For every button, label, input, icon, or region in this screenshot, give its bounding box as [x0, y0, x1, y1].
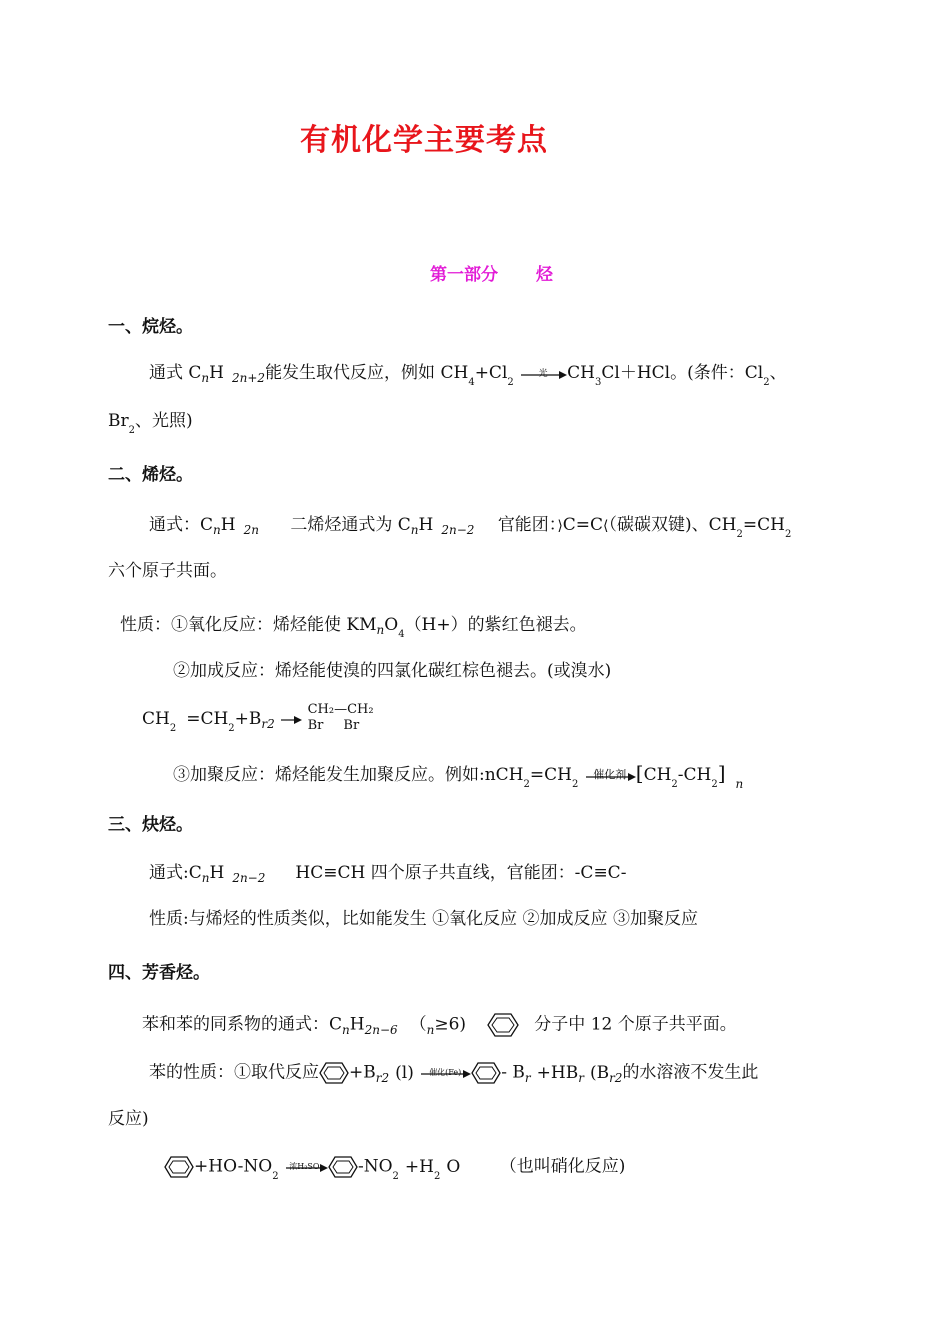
alkene-polymerization-line: ③加聚反应：烯烃能发生加聚反应。例如$:nCH_2=CH_2$ 催化剂 $[CH_2-CH_2]$ $_n$ — [173, 761, 744, 791]
reaction-arrow: 光 — [519, 367, 567, 381]
alkene-addition-equation: $CH_2 =CH_2+B_{r2}$ CH₂—CH₂ Br Br — [142, 702, 374, 734]
alkyne-formula-line: 通式$:C_nH$ $_{2n-2}$ HC≡CH 四个原子共直线，官能团：-C≡C- — [149, 863, 627, 885]
section-aromatic-heading: 四、芳香烃。 — [108, 963, 210, 983]
benzene-ring-icon — [319, 1061, 349, 1085]
alkene-oxidation-line: 性质：①氧化反应：烯烃能使 $KM_nO_4(H+)$的紫红色褪去。 — [120, 615, 587, 640]
benzene-substitution-line-end: 反应) — [108, 1109, 149, 1129]
part-name: 烃 — [535, 265, 553, 285]
reaction-arrow — [280, 715, 302, 725]
nitration-equation: $+HO-NO_2$ 浓H₂SO₄ $-NO_2 +H_2$ O （也叫硝化反应) — [164, 1155, 625, 1181]
benzene-ring-icon — [164, 1155, 194, 1179]
double-bond-icon: ⟨ — [603, 518, 609, 534]
benzene-ring-icon — [471, 1061, 501, 1085]
section-alkane-heading: 一、烷烃。 — [108, 317, 193, 337]
part-heading — [430, 260, 553, 285]
alkane-conditions-line: $Br_2$、光照) — [108, 411, 193, 436]
alkene-addition-line: ②加成反应：烯烃能使溴的四氯化碳红棕色褪去。(或溴水) — [173, 661, 612, 681]
benzene-ring-icon — [487, 1012, 519, 1038]
double-bond-icon: ⟩ — [557, 518, 563, 534]
alkene-coplanar-line: 六个原子共面。 — [108, 561, 227, 581]
alkene-formula-line: 通式：$C_nH$ $_{2n}$ 二烯烃通式为 $C_nH$ $_{2n-2}$ 官能团：⟩C=C⟨（碳碳双键)、$CH_2=CH_2$ — [149, 515, 792, 540]
part-label: 第一部分 — [430, 265, 498, 285]
aromatic-formula-line: 苯和苯的同系物的通式：$C_nH_{2n-6}$ $(_n\ge 6)$ 分子中 12 个原子共平面。 — [142, 1012, 737, 1038]
page-title: 有机化学主要考点 — [300, 123, 548, 158]
reaction-arrow: 浓H₂SO₄ — [284, 1160, 328, 1174]
alkane-formula-line: 通式 $C_nH$ $_{2n+2}$能发生取代反应，例如 $CH_4+Cl_2$ 光 $CH_3Cl+HCl$。(条件：$Cl_2$、 — [149, 363, 787, 388]
section-alkene-heading: 二、烯烃。 — [108, 465, 193, 485]
section-alkyne-heading: 三、炔烃。 — [108, 815, 193, 835]
reaction-arrow: 催化(Fe) — [419, 1066, 471, 1080]
reaction-arrow: 催化剂 — [584, 769, 636, 783]
benzene-ring-icon — [328, 1155, 358, 1179]
alkyne-properties-line: 性质:与烯烃的性质类似，比如能发生 ①氧化反应 ②加成反应 ③加聚反应 — [149, 909, 698, 929]
dibromoethane-structure: CH₂—CH₂ Br Br — [307, 702, 374, 733]
benzene-substitution-line: 苯的性质：①取代反应 $+B_{r2}$ (l) 催化(Fe) - $B_r +HB_r$ ($B_{r2}$的水溶液不发生此 — [149, 1062, 759, 1085]
